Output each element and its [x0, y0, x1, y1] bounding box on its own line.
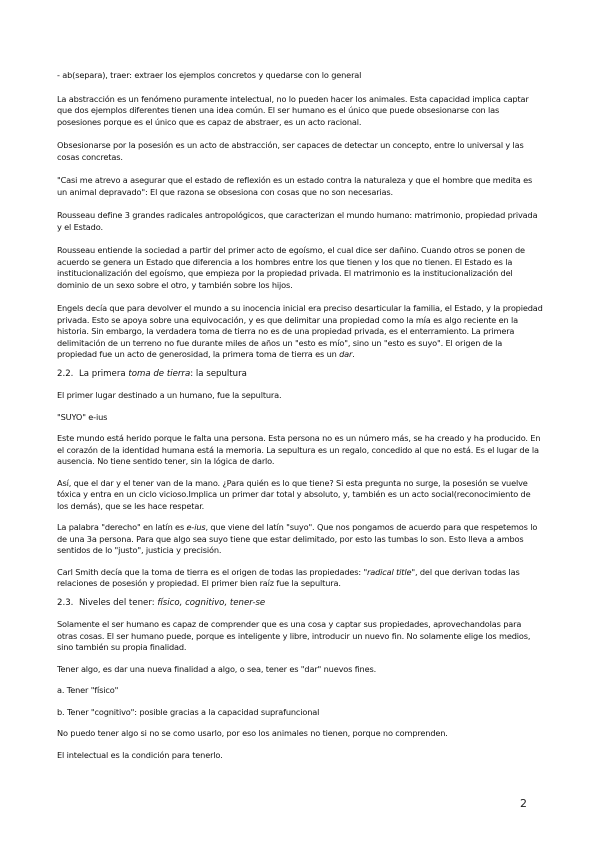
paragraph-new-finality: Tener algo, es dar una nueva finalidad a algo, o sea, tener es "dar" nuevos fines. [57, 663, 377, 674]
paragraph-etymology: - ab(separa), traer: extraer los ejemplos concretos y quedarse con lo general [57, 70, 362, 80]
paragraph-intellectual: El intelectual es la condición para tenerlo. [57, 749, 223, 760]
page-number: 2 [520, 797, 527, 810]
paragraph-quote: "Casi me atrevo a asegurar que el estado de reflexión es un estado contra la naturaleza y que el hombre que medita es un animal depravado": El que razona se obsesiona con cosas que no son necesarias. [57, 175, 533, 197]
paragraph-rousseau-society: Rousseau entiende la sociedad a partir del primer acto de egoísmo, el cual dice ser dañino. Cuando otros se ponen de acuerdo se genera un Estado que diferencia a los hombres entre los que tienen y los que no tienen. El Estado es la institucionalización del egoísmo, que empieza por la propiedad privada. El matrimonio es la institucionalización del dominio de un sexo sobre el otro, y también sobre los hijos. [57, 245, 525, 290]
section-heading-2-2: 2.2. La primera toma de tierra: la sepultura [57, 368, 247, 379]
paragraph-rousseau-radicals: Rousseau define 3 grandes radicales antropológicos, que caracterizan el mundo humano: matrimonio, propiedad privada y el Estado. [57, 210, 538, 232]
paragraph-obsession: Obsesionarse por la posesión es un acto de abstracción, ser capaces de detectar un concepto, entre lo universal y las cosas concretas. [57, 140, 524, 162]
paragraph-give-and-have: Así, que el dar y el tener van de la mano. ¿Para quién es lo que tiene? Si esta pregunta no surge, la posesión se vuelve tóxica y entra en un ciclo vicioso.Implica un primer dar total y absoluto, y, también es un acto social(reconocimiento de los demás), que se les hace respetar. [57, 477, 531, 511]
paragraph-suyo: "SUYO" e-ius [57, 411, 108, 422]
paragraph-carl-smith: Carl Smith decía que la toma de tierra es el origen de todas las propiedades: "radical title", del que derivan todas las relaciones de posesión y propiedad. El primer bien raíz fue la sepultura. [57, 566, 520, 588]
paragraph-abstraction: La abstracción es un fenómeno puramente intelectual, no lo pueden hacer los animales. Esta capacidad implica captar que dos ejemplos diferentes tienen una idea común. El ser humano es el único que puede obsesionarse con las posesiones porque es el único que es capaz de abstraer, es un acto racional. [57, 93, 529, 127]
section-heading-2-3: 2.3. Niveles del tener: físico, cognitivo, tener-se [57, 597, 266, 608]
list-item-cognitive: b. Tener "cognitivo": posible gracias a la capacidad suprafuncional [57, 706, 320, 717]
paragraph-derecho: La palabra "derecho" en latín es e-ius, que viene del latín "suyo". Que nos pongamos de acuerdo para que respetemos lo de una 3a persona. Para que algo sea suyo tiene que estar delimitado, por esto las tumbas lo son. Esto lleva a ambos sentidos de lo "justo", justicia y precisión. [57, 522, 538, 555]
paragraph-engels: Engels decía que para devolver el mundo a su inocencia inicial era preciso desarticular la familia, el Estado, y la propiedad privada. Esto se apoya sobre una equivocación, y es que delimitar una propiedad como la mía es algo reciente en la historia. Sin embargo, la verdadera toma de tierra no es de una propiedad privada, es el enterramiento. La primera delimitación de un terreno no fue durante miles de años un "esto es mío", sino un "esto es suyo". El origen de la propiedad fue un acto de generosidad, la primera toma de tierra es un dar. [57, 303, 543, 359]
paragraph-human-understanding: Solamente el ser humano es capaz de comprender que es una cosa y captar sus propiedades, aprovechandolas para otras cosas. El ser humano puede, porque es inteligente y libre, introducir un nuevo fin. No solamente elige los medios, sino también su propia finalidad. [57, 619, 531, 652]
list-item-physical: a. Tener "físico" [57, 685, 119, 695]
paragraph-animals: No puedo tener algo si no se como usarlo, por eso los animales no tienen, porque no comprenden. [57, 728, 448, 738]
paragraph-wounded-world: Este mundo está herido porque le falta una persona. Esta persona no es un número más, se ha creado y ha producido. En el corazón de la identidad humana está la memoria. La sepultura es un regalo, concedido al que no está. Es el lugar de la ausencia. No tiene sentido tener, sin la lógica de darlo. [57, 433, 541, 466]
paragraph-first-place: El primer lugar destinado a un humano, fue la sepultura. [57, 390, 282, 400]
document-body [57, 70, 543, 761]
